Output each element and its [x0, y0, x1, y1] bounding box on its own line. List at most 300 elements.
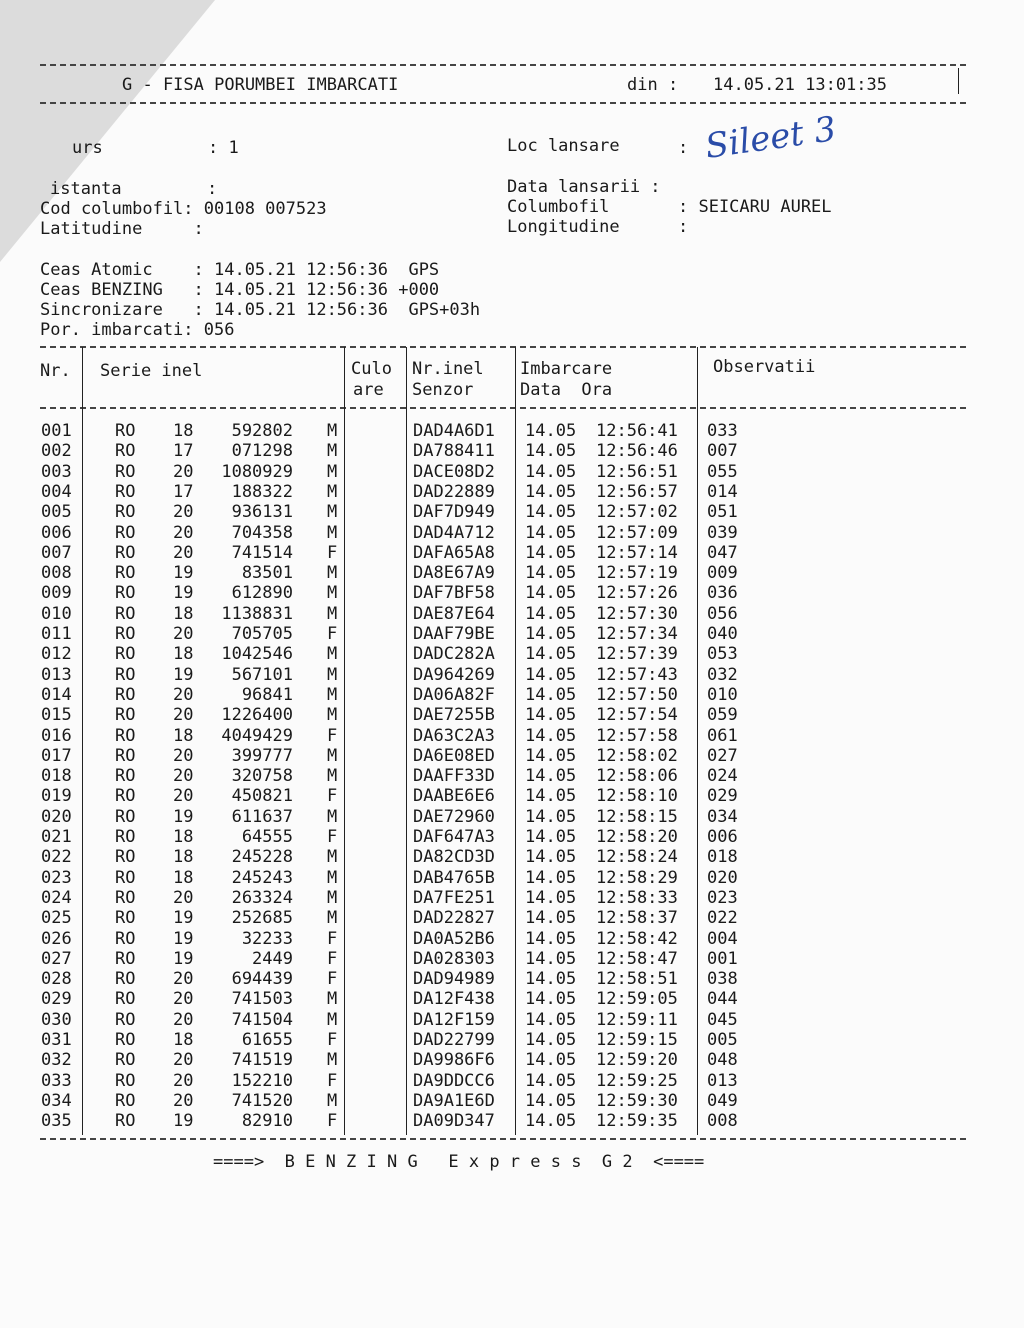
cell-sex: F — [327, 1111, 338, 1132]
cell-sex: M — [327, 481, 338, 502]
cell-yr: 18 — [173, 1030, 194, 1050]
cell-date: 14.05 — [525, 1050, 577, 1071]
cell-sensor: DAE7255B — [413, 705, 495, 726]
cell-nr: 029 — [41, 989, 72, 1010]
cell-time: 12:58:47 — [596, 948, 678, 969]
cell-ring: 704358 — [231, 522, 293, 543]
cell-sensor: DA6E08ED — [413, 745, 495, 766]
cell-obs: 059 — [707, 705, 738, 726]
cell-nr: 006 — [41, 522, 72, 543]
cell-ro: RO — [115, 644, 136, 665]
cell-obs: 001 — [707, 948, 738, 969]
cell-date: 14.05 — [525, 1090, 577, 1111]
cell-sex: M — [327, 644, 338, 665]
cell-date: 14.05 — [525, 1030, 577, 1050]
cell-ring: 741520 — [231, 1090, 293, 1111]
table-row — [0, 624, 1024, 644]
cell-date: 14.05 — [525, 644, 577, 665]
cell-date: 14.05 — [525, 867, 577, 888]
table-row — [0, 908, 1024, 928]
cod-columbofil: Cod columbofil: 00108 007523 — [40, 199, 327, 219]
cell-yr: 19 — [173, 806, 194, 827]
cell-ring: 152210 — [231, 1070, 293, 1091]
cell-obs: 027 — [707, 745, 738, 766]
cell-sensor: DA12F438 — [413, 989, 495, 1010]
cell-time: 12:59:05 — [596, 989, 678, 1010]
cell-ring: 450821 — [231, 786, 293, 807]
cell-yr: 20 — [173, 705, 194, 726]
cell-sensor: DA9DDCC6 — [413, 1070, 495, 1091]
cell-time: 12:59:30 — [596, 1090, 678, 1111]
cell-sex: F — [327, 827, 338, 847]
cell-yr: 17 — [173, 441, 194, 462]
cell-sensor: DA63C2A3 — [413, 725, 495, 746]
cell-date: 14.05 — [525, 806, 577, 827]
cell-obs: 008 — [707, 1111, 738, 1132]
cell-nr: 028 — [41, 969, 72, 990]
cell-obs: 006 — [707, 827, 738, 847]
cell-sex: M — [327, 583, 338, 604]
cell-nr: 014 — [41, 684, 72, 705]
cell-sex: M — [327, 887, 338, 908]
cell-ring: 245228 — [231, 847, 293, 868]
report-datetime: 14.05.21 13:01:35 — [713, 75, 887, 95]
cell-time: 12:57:19 — [596, 563, 678, 584]
latitudine-label: Latitudine : — [40, 219, 204, 239]
cell-sensor: DA7FE251 — [413, 887, 495, 908]
cell-nr: 015 — [41, 705, 72, 726]
table-row — [0, 1030, 1024, 1050]
cell-date: 14.05 — [525, 461, 577, 482]
table-row — [0, 807, 1024, 827]
cell-sensor: DACE08D2 — [413, 461, 495, 482]
cell-obs: 047 — [707, 542, 738, 563]
cell-time: 12:57:09 — [596, 522, 678, 543]
cell-ring: 741504 — [231, 1009, 293, 1030]
cell-nr: 024 — [41, 887, 72, 908]
columbofil-label: Columbofil — [507, 197, 610, 217]
cell-ro: RO — [115, 847, 136, 868]
cell-date: 14.05 — [525, 827, 577, 847]
cell-yr: 18 — [173, 867, 194, 888]
cell-sensor: DA028303 — [413, 948, 495, 969]
cell-sensor: DAAF79BE — [413, 624, 495, 644]
distanta-colon: : — [207, 179, 218, 199]
cell-sex: F — [327, 542, 338, 563]
cell-yr: 18 — [173, 827, 194, 847]
cell-yr: 20 — [173, 745, 194, 766]
cell-time: 12:57:34 — [596, 624, 678, 644]
table-row — [0, 502, 1024, 522]
cell-date: 14.05 — [525, 1070, 577, 1091]
table-top-rule — [40, 346, 966, 348]
cell-date: 14.05 — [525, 502, 577, 523]
cell-ring: 252685 — [231, 908, 293, 929]
cell-date: 14.05 — [525, 664, 577, 685]
cell-time: 12:58:29 — [596, 867, 678, 888]
cell-date: 14.05 — [525, 603, 577, 624]
cell-obs: 018 — [707, 847, 738, 868]
col-header-observatii: Observatii — [713, 357, 816, 377]
cell-ring: 741519 — [231, 1050, 293, 1071]
cell-time: 12:57:02 — [596, 502, 678, 523]
cell-obs: 029 — [707, 786, 738, 807]
cell-ro: RO — [115, 969, 136, 990]
cell-time: 12:58:24 — [596, 847, 678, 868]
cell-yr: 20 — [173, 969, 194, 990]
cell-sex: M — [327, 684, 338, 705]
table-row — [0, 462, 1024, 482]
cell-ring: 612890 — [231, 583, 293, 604]
cell-time: 12:57:43 — [596, 664, 678, 685]
cell-time: 12:56:41 — [596, 421, 678, 441]
cell-sex: M — [327, 603, 338, 624]
table-row — [0, 726, 1024, 746]
cell-ring: 82910 — [241, 1111, 293, 1132]
cell-nr: 027 — [41, 948, 72, 969]
cell-ro: RO — [115, 603, 136, 624]
table-row — [0, 929, 1024, 949]
cell-ro: RO — [115, 583, 136, 604]
cell-nr: 021 — [41, 827, 72, 847]
cell-time: 12:57:14 — [596, 542, 678, 563]
cell-sex: M — [327, 563, 338, 584]
ceas-benzing: Ceas BENZING : 14.05.21 12:56:36 +000 — [40, 280, 440, 300]
cell-yr: 19 — [173, 664, 194, 685]
cell-ro: RO — [115, 867, 136, 888]
cell-sex: M — [327, 989, 338, 1010]
cell-yr: 20 — [173, 1090, 194, 1111]
cell-yr: 19 — [173, 1111, 194, 1132]
cell-ring: 83501 — [241, 563, 293, 584]
cell-sex: M — [327, 1090, 338, 1111]
cell-obs: 033 — [707, 421, 738, 441]
cell-ring: 1042546 — [221, 644, 293, 665]
cell-nr: 018 — [41, 766, 72, 787]
cell-sex: M — [327, 1050, 338, 1071]
cell-sex: M — [327, 421, 338, 441]
cell-sensor: DADC282A — [413, 644, 495, 665]
cell-ring: 32233 — [241, 928, 293, 949]
table-bottom-rule — [40, 1138, 966, 1140]
col-header-imbarcare-1: Imbarcare — [520, 359, 613, 379]
longitudine-label: Longitudine — [507, 217, 620, 237]
cell-sensor: DAD22889 — [413, 481, 495, 502]
cell-date: 14.05 — [525, 481, 577, 502]
table-row — [0, 523, 1024, 543]
cell-time: 12:58:33 — [596, 887, 678, 908]
cell-sensor: DAD94989 — [413, 969, 495, 990]
cell-yr: 19 — [173, 563, 194, 584]
cell-ro: RO — [115, 725, 136, 746]
cell-sex: F — [327, 1030, 338, 1050]
cell-time: 12:58:37 — [596, 908, 678, 929]
cell-ro: RO — [115, 1030, 136, 1050]
cell-nr: 016 — [41, 725, 72, 746]
cell-sensor: DAD4A712 — [413, 522, 495, 543]
cell-ring: 64555 — [241, 827, 293, 847]
cell-sensor: DA12F159 — [413, 1009, 495, 1030]
cell-yr: 20 — [173, 1050, 194, 1071]
din-label: din : — [627, 75, 679, 95]
cell-nr: 026 — [41, 928, 72, 949]
cell-yr: 19 — [173, 948, 194, 969]
cell-ring: 071298 — [231, 441, 293, 462]
cell-yr: 18 — [173, 644, 194, 665]
cell-obs: 036 — [707, 583, 738, 604]
cell-nr: 017 — [41, 745, 72, 766]
cell-obs: 045 — [707, 1009, 738, 1030]
cell-date: 14.05 — [525, 989, 577, 1010]
distanta-label: istanta — [50, 179, 122, 199]
cell-obs: 053 — [707, 644, 738, 665]
ceas-atomic: Ceas Atomic : 14.05.21 12:56:36 GPS — [40, 260, 440, 280]
cell-ro: RO — [115, 481, 136, 502]
cell-time: 12:58:42 — [596, 928, 678, 949]
cell-ro: RO — [115, 948, 136, 969]
cell-sex: M — [327, 908, 338, 929]
cell-nr: 034 — [41, 1090, 72, 1111]
cell-yr: 20 — [173, 502, 194, 523]
cell-nr: 010 — [41, 603, 72, 624]
cell-obs: 010 — [707, 684, 738, 705]
sincronizare: Sincronizare : 14.05.21 12:56:36 GPS+03h — [40, 300, 481, 320]
table-row — [0, 847, 1024, 867]
table-row — [0, 1050, 1024, 1070]
cell-ro: RO — [115, 1070, 136, 1091]
report-title: G - FISA PORUMBEI IMBARCATI — [122, 75, 399, 95]
cell-yr: 20 — [173, 542, 194, 563]
cell-sensor: DAF7D949 — [413, 502, 495, 523]
cell-time: 12:58:02 — [596, 745, 678, 766]
cell-obs: 055 — [707, 461, 738, 482]
cell-ring: 611637 — [231, 806, 293, 827]
cell-obs: 040 — [707, 624, 738, 644]
cell-obs: 007 — [707, 441, 738, 462]
cell-sex: F — [327, 969, 338, 990]
cell-ring: 188322 — [231, 481, 293, 502]
cell-obs: 020 — [707, 867, 738, 888]
cell-sex: F — [327, 786, 338, 807]
header-top-rule — [40, 64, 966, 66]
cell-obs: 005 — [707, 1030, 738, 1050]
cell-sex: M — [327, 441, 338, 462]
col-header-culoare-2: are — [353, 380, 384, 400]
cell-date: 14.05 — [525, 908, 577, 929]
cell-obs: 056 — [707, 603, 738, 624]
cell-sex: M — [327, 1009, 338, 1030]
cell-sensor: DAE87E64 — [413, 603, 495, 624]
cell-nr: 023 — [41, 867, 72, 888]
cell-yr: 17 — [173, 481, 194, 502]
cell-yr: 19 — [173, 908, 194, 929]
cell-obs: 061 — [707, 725, 738, 746]
cell-ro: RO — [115, 1111, 136, 1132]
cell-nr: 007 — [41, 542, 72, 563]
cell-obs: 051 — [707, 502, 738, 523]
cell-time: 12:59:25 — [596, 1070, 678, 1091]
cell-sensor: DA9A1E6D — [413, 1090, 495, 1111]
cell-nr: 019 — [41, 786, 72, 807]
cell-yr: 20 — [173, 766, 194, 787]
porumbei-imbarcati: Por. imbarcati: 056 — [40, 320, 235, 340]
cell-sensor: DAFA65A8 — [413, 542, 495, 563]
header-bottom-rule — [40, 102, 966, 104]
cell-ro: RO — [115, 684, 136, 705]
table-row — [0, 969, 1024, 989]
cell-sensor: DAB4765B — [413, 867, 495, 888]
cell-ring: 1138831 — [221, 603, 293, 624]
cell-sex: M — [327, 847, 338, 868]
cell-time: 12:58:20 — [596, 827, 678, 847]
cell-sensor: DAF7BF58 — [413, 583, 495, 604]
cell-nr: 003 — [41, 461, 72, 482]
cell-sex: M — [327, 664, 338, 685]
cell-date: 14.05 — [525, 745, 577, 766]
cell-nr: 035 — [41, 1111, 72, 1132]
table-row — [0, 665, 1024, 685]
cell-ring: 4049429 — [221, 725, 293, 746]
cell-nr: 011 — [41, 624, 72, 644]
cell-date: 14.05 — [525, 928, 577, 949]
cell-ring: 245243 — [231, 867, 293, 888]
cell-sensor: DAABE6E6 — [413, 786, 495, 807]
cell-nr: 025 — [41, 908, 72, 929]
col-header-nrinel-2: Senzor — [412, 380, 474, 400]
cell-nr: 009 — [41, 583, 72, 604]
cell-ring: 694439 — [231, 969, 293, 990]
cell-sex: M — [327, 867, 338, 888]
cell-ro: RO — [115, 1009, 136, 1030]
cell-date: 14.05 — [525, 1009, 577, 1030]
cell-time: 12:57:54 — [596, 705, 678, 726]
cell-sex: F — [327, 948, 338, 969]
cell-time: 12:56:57 — [596, 481, 678, 502]
cell-obs: 032 — [707, 664, 738, 685]
cell-ro: RO — [115, 928, 136, 949]
cell-yr: 20 — [173, 684, 194, 705]
cell-sensor: DA9986F6 — [413, 1050, 495, 1071]
cell-date: 14.05 — [525, 624, 577, 644]
cell-date: 14.05 — [525, 563, 577, 584]
header-right-bar — [958, 68, 959, 94]
cell-obs: 038 — [707, 969, 738, 990]
cell-obs: 034 — [707, 806, 738, 827]
cell-sex: F — [327, 725, 338, 746]
cell-ro: RO — [115, 745, 136, 766]
cell-time: 12:56:51 — [596, 461, 678, 482]
cell-sex: F — [327, 928, 338, 949]
cell-ring: 592802 — [231, 421, 293, 441]
cell-sex: M — [327, 502, 338, 523]
cell-time: 12:59:20 — [596, 1050, 678, 1071]
cell-obs: 023 — [707, 887, 738, 908]
cell-ring: 1226400 — [221, 705, 293, 726]
cell-sensor: DAD22827 — [413, 908, 495, 929]
cell-ro: RO — [115, 908, 136, 929]
table-row — [0, 1111, 1024, 1131]
cell-obs: 024 — [707, 766, 738, 787]
cell-time: 12:58:15 — [596, 806, 678, 827]
table-row — [0, 441, 1024, 461]
cell-sensor: DA06A82F — [413, 684, 495, 705]
cell-obs: 044 — [707, 989, 738, 1010]
cell-time: 12:59:35 — [596, 1111, 678, 1132]
col-header-imbarcare-2: Data Ora — [520, 380, 613, 400]
cell-ring: 61655 — [241, 1030, 293, 1050]
cell-date: 14.05 — [525, 522, 577, 543]
cell-obs: 022 — [707, 908, 738, 929]
longitudine-colon: : — [678, 217, 689, 237]
table-row — [0, 543, 1024, 563]
cell-time: 12:57:30 — [596, 603, 678, 624]
table-row — [0, 482, 1024, 502]
loc-lansare-colon: : — [678, 138, 689, 158]
cell-yr: 19 — [173, 583, 194, 604]
cell-date: 14.05 — [525, 725, 577, 746]
table-row — [0, 685, 1024, 705]
cell-sensor: DAD4A6D1 — [413, 421, 495, 441]
cell-ro: RO — [115, 887, 136, 908]
cell-ro: RO — [115, 563, 136, 584]
cell-date: 14.05 — [525, 887, 577, 908]
cell-yr: 20 — [173, 786, 194, 807]
concurs-label: urs — [72, 138, 103, 158]
cell-nr: 031 — [41, 1030, 72, 1050]
cell-sensor: DA82CD3D — [413, 847, 495, 868]
cell-yr: 18 — [173, 603, 194, 624]
cell-date: 14.05 — [525, 766, 577, 787]
cell-sex: F — [327, 624, 338, 644]
cell-ring: 96841 — [241, 684, 293, 705]
cell-ro: RO — [115, 461, 136, 482]
cell-ring: 1080929 — [221, 461, 293, 482]
columbofil-value: : SEICARU AUREL — [678, 197, 832, 217]
cell-obs: 014 — [707, 481, 738, 502]
cell-ring: 567101 — [231, 664, 293, 685]
cell-time: 12:57:50 — [596, 684, 678, 705]
cell-nr: 013 — [41, 664, 72, 685]
cell-ro: RO — [115, 421, 136, 441]
table-row — [0, 949, 1024, 969]
table-row — [0, 766, 1024, 786]
col-header-culoare-1: Culo — [351, 359, 392, 379]
cell-date: 14.05 — [525, 969, 577, 990]
cell-sex: M — [327, 705, 338, 726]
data-lansarii-label: Data lansarii : — [507, 177, 661, 197]
cell-ro: RO — [115, 806, 136, 827]
cell-ro: RO — [115, 827, 136, 847]
cell-sex: F — [327, 1070, 338, 1091]
table-row — [0, 746, 1024, 766]
cell-sex: M — [327, 522, 338, 543]
cell-ring: 263324 — [231, 887, 293, 908]
table-row — [0, 604, 1024, 624]
cell-sex: M — [327, 745, 338, 766]
cell-ro: RO — [115, 542, 136, 563]
cell-ro: RO — [115, 664, 136, 685]
cell-date: 14.05 — [525, 542, 577, 563]
cell-yr: 20 — [173, 624, 194, 644]
cell-ro: RO — [115, 502, 136, 523]
table-row — [0, 868, 1024, 888]
table-row — [0, 1091, 1024, 1111]
cell-ring: 705705 — [231, 624, 293, 644]
cell-ro: RO — [115, 705, 136, 726]
cell-date: 14.05 — [525, 705, 577, 726]
benzing-footer-banner: ====> B E N Z I N G E x p r e s s G 2 <==== — [213, 1152, 705, 1172]
cell-nr: 004 — [41, 481, 72, 502]
